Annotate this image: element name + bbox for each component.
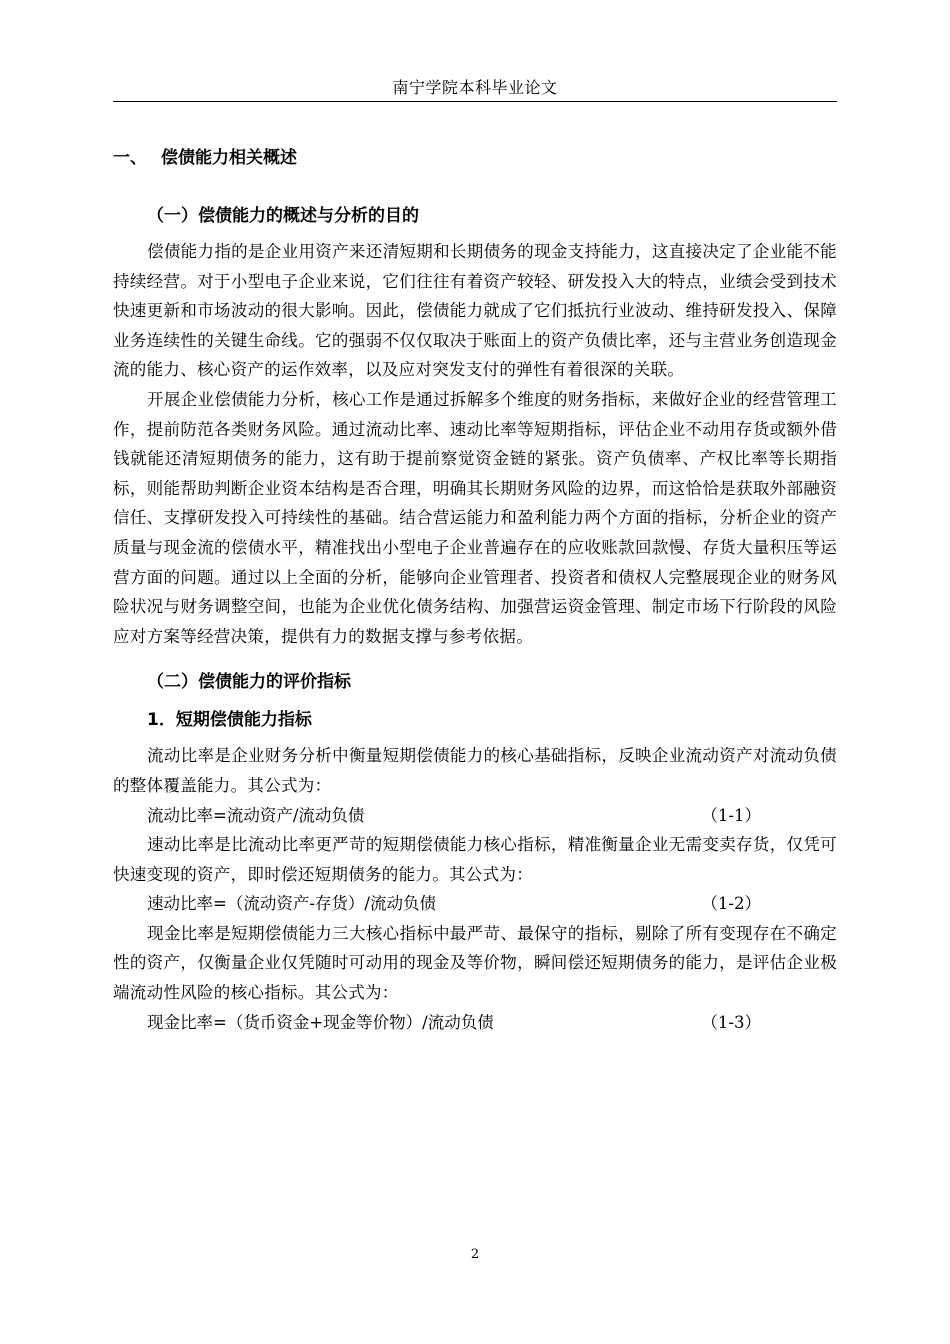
paragraph-cash-ratio: 现金比率是短期偿债能力三大核心指标中最严苛、最保守的指标，剔除了所有变现存在不确定性的资产，仅衡量企业仅凭随时可动用的现金及等价物，瞬间偿还短期债务的能力，是评估企业极端流动性风险的核心指标。其公式为： bbox=[113, 923, 837, 1003]
header-rule bbox=[113, 101, 837, 102]
formula-number: （1-3） bbox=[701, 1012, 761, 1032]
paragraph-quick-ratio: 速动比率是比流动比率更严苛的短期偿债能力核心指标，精准衡量企业无需变卖存货，仅凭可快速变现的资产，即时偿还短期债务的能力。其公式为： bbox=[113, 835, 837, 884]
formula-text: 速动比率=（流动资产-存货）/流动负债 bbox=[147, 894, 436, 914]
page-number: 2 bbox=[470, 1247, 480, 1262]
formula-quick-ratio bbox=[113, 889, 837, 919]
section-number: 一、 bbox=[113, 148, 147, 168]
running-header: 南宁学院本科毕业论文 bbox=[392, 78, 558, 97]
formula-text: 现金比率=（货币资金+现金等价物）/流动负债 bbox=[147, 1012, 494, 1032]
formula-current-ratio bbox=[113, 801, 837, 831]
formula-number: （1-1） bbox=[701, 805, 761, 825]
section-heading bbox=[113, 141, 837, 175]
formula-cash-ratio bbox=[113, 1008, 837, 1038]
paragraph-current-ratio: 流动比率是企业财务分析中衡量短期偿债能力的核心基础指标，反映企业流动资产对流动负债的整体覆盖能力。其公式为： bbox=[113, 746, 837, 795]
formula-text: 流动比率=流动资产/流动负债 bbox=[147, 805, 365, 825]
paragraph-definition: 偿债能力指的是企业用资产来还清短期和长期债务的现金支持能力，这直接决定了企业能不能持续经营。对于小型电子企业来说，它们往往有着资产较轻、研发投入大的特点，业绩会受到技术快速更新和市场波动的很大影响。因此，偿债能力就成了它们抵抗行业波动、维持研发投入、保障业务连续性的关键生命线。它的强弱不仅仅取决于账面上的资产负债比率，还与主营业务创造现金流的能力、核心资产的运作效率，以及应对突发支付的弹性有着很深的关联。 bbox=[113, 242, 837, 380]
section-title: 偿债能力相关概述 bbox=[161, 148, 297, 168]
formula-number: （1-2） bbox=[701, 894, 761, 914]
paragraph-purpose: 开展企业偿债能力分析，核心工作是通过拆解多个维度的财务指标，来做好企业的经营管理工作，提前防范各类财务风险。通过流动比率、速动比率等短期指标，评估企业不动用存货或额外借钱就能还清短期债务的能力，这有助于提前察觉资金链的紧张。资产负债率、产权比率等长期指标，则能帮助判断企业资本结构是否合理，明确其长期财务风险的边界，而这恰恰是获取外部融资信任、支撑研发投入可持续性的基础。结合营运能力和盈利能力两个方面的指标，分析企业的资产质量与现金流的偿债水平，精准找出小型电子企业普遍存在的应收账款回款慢、存货大量积压等运营方面的问题。通过以上全面的分析，能够向企业管理者、投资者和债权人完整展现企业的财务风险状况与财务调整空间，也能为企业优化债务结构、加强营运资金管理、制定市场下行阶段的风险应对方案等经营决策，提供有力的数据支撑与参考依据。 bbox=[113, 389, 837, 646]
item-heading-short-term: 1．短期偿债能力指标 bbox=[147, 710, 312, 731]
subsection-heading-1: （一）偿债能力的概述与分析的目的 bbox=[147, 206, 419, 226]
subsection-heading-2: （二）偿债能力的评价指标 bbox=[147, 672, 351, 693]
page-content bbox=[113, 141, 837, 1037]
